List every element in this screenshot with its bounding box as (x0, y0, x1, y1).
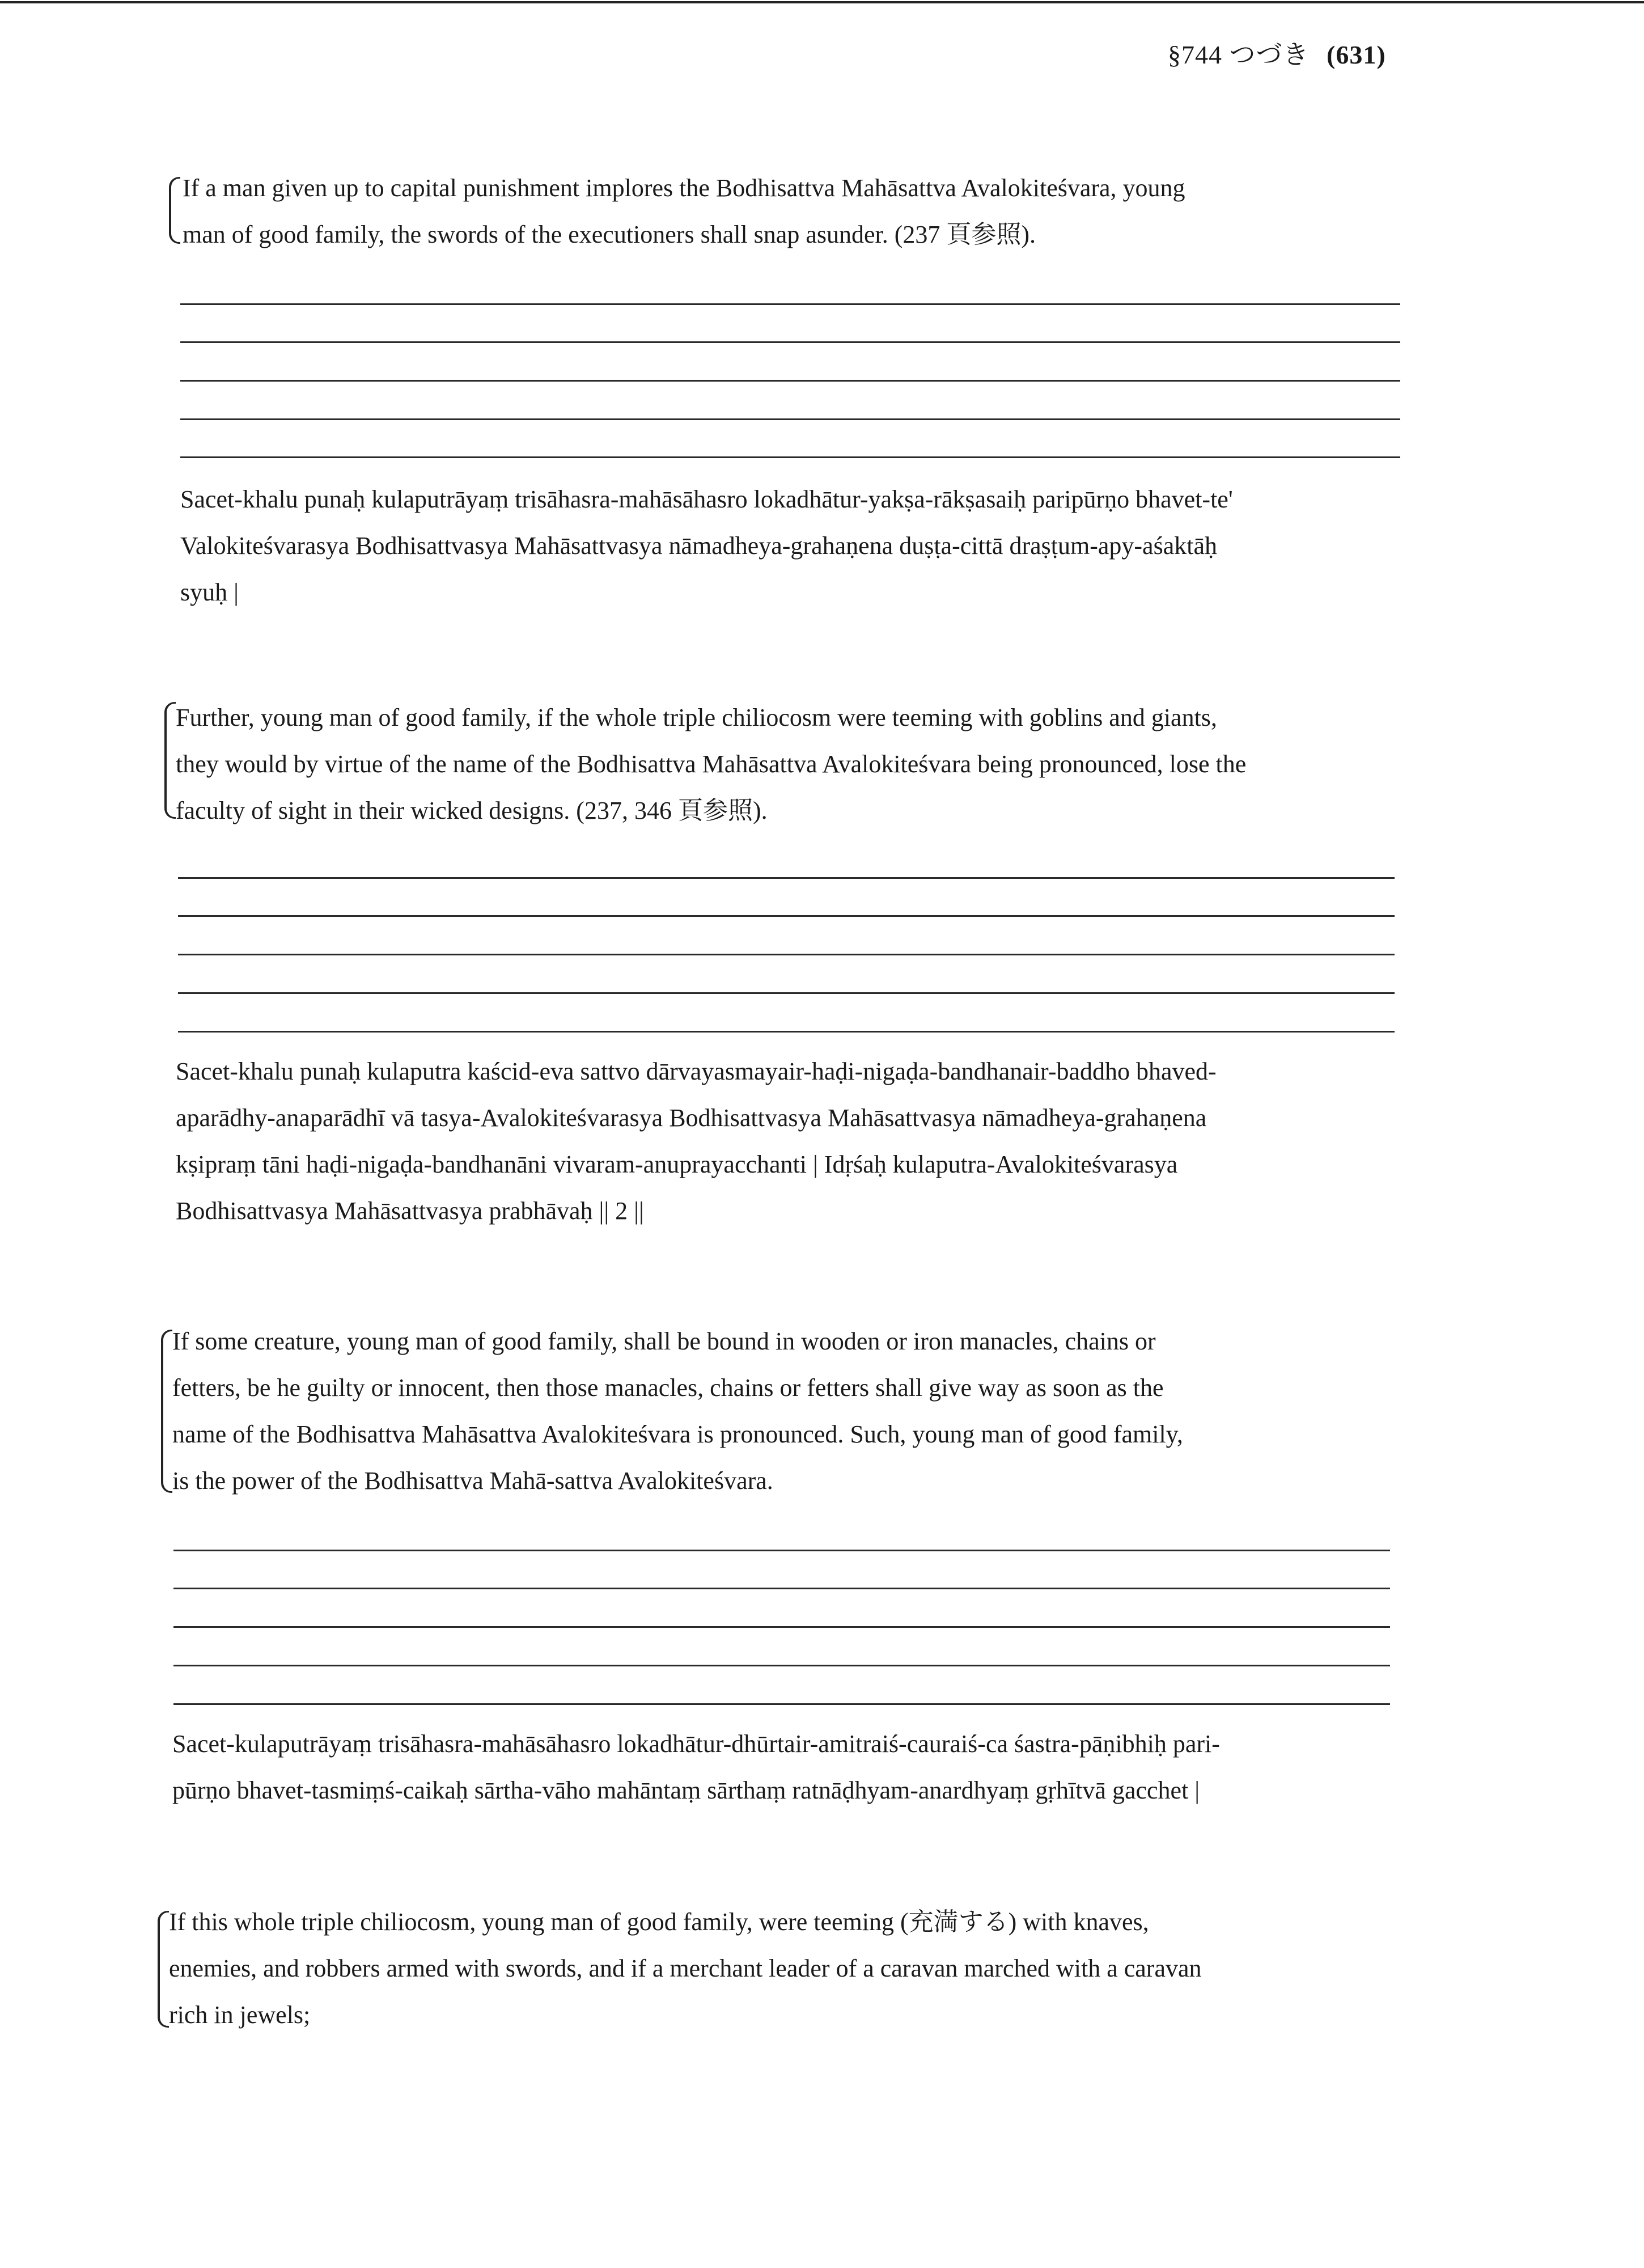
english-line: Further, young man of good family, if the whole triple chiliocosm were teeming with goblins and giants, (176, 704, 1217, 731)
answer-rule (173, 1703, 1390, 1705)
sanskrit-line: pūrṇo bhavet-tasmiṃś-caikaḥ sārtha-vāho mahāntaṃ sārthaṃ ratnāḍhyam-anardhyaṃ gṛhītvā gacchet | (172, 1776, 1200, 1804)
page-header (1168, 34, 1386, 71)
sanskrit-line: Valokiteśvarasya Bodhisattvasya Mahāsattvasya nāmadheya-grahaṇena duṣṭa-cittā draṣṭum-apy-aśaktāḥ (180, 532, 1217, 560)
sanskrit-line: aparādhy-anaparādhī vā tasya-Avalokiteśvarasya Bodhisattvasya Mahāsattvasya nāmadheya-grahaṇena (176, 1104, 1207, 1132)
bracket-2 (164, 702, 176, 819)
sanskrit-line: Sacet-kulaputrāyaṃ trisāhasra-mahāsāhasro lokadhātur-dhūrtair-amitraiś-cauraiś-ca śastra-pāṇibhiḥ pari- (172, 1730, 1220, 1758)
answer-rule (178, 915, 1395, 917)
bracket-3 (161, 1330, 172, 1493)
bracket-1 (169, 177, 180, 244)
answer-rule (178, 954, 1395, 955)
english-line: is the power of the Bodhisattva Mahā-sattva Avalokiteśvara. (172, 1467, 773, 1495)
english-line: faculty of sight in their wicked designs. (237, 346 頁参照). (176, 797, 768, 824)
answer-rule (178, 1031, 1395, 1033)
bracket-4 (158, 1911, 169, 2028)
english-line: name of the Bodhisattva Mahāsattva Avalokiteśvara is pronounced. Such, young man of good family, (172, 1420, 1183, 1448)
answer-rule (178, 877, 1395, 879)
answer-rule (180, 456, 1400, 458)
page-number: (631) (1327, 40, 1386, 69)
answer-rule (180, 303, 1400, 305)
english-line: If a man given up to capital punishment implores the Bodhisattva Mahāsattva Avalokiteśvara, young (183, 174, 1185, 202)
sanskrit-line: kṣipraṃ tāni haḍi-nigaḍa-bandhanāni vivaram-anuprayacchanti | Idṛśaḥ kulaputra-Avalokiteśvarasya (176, 1150, 1178, 1178)
english-line: fetters, be he guilty or innocent, then those manacles, chains or fetters shall give way as soon as the (172, 1374, 1164, 1402)
english-line: If some creature, young man of good family, shall be bound in wooden or iron manacles, chains or (172, 1327, 1156, 1355)
answer-rule (180, 418, 1400, 420)
section-reference: §744 つづき (1168, 40, 1310, 69)
english-line: they would by virtue of the name of the Bodhisattva Mahāsattva Avalokiteśvara being pronounced, lose the (176, 750, 1247, 778)
english-line: man of good family, the swords of the executioners shall snap asunder. (237 頁参照). (183, 221, 1036, 248)
english-line: rich in jewels; (169, 2001, 311, 2029)
sanskrit-line: Sacet-khalu punaḥ kulaputra kaścid-eva sattvo dārvayasmayair-haḍi-nigaḍa-bandhanair-baddho bhaved- (176, 1057, 1217, 1085)
sanskrit-line: Bodhisattvasya Mahāsattvasya prabhāvaḥ || 2 || (176, 1197, 644, 1225)
answer-rule (180, 341, 1400, 343)
sanskrit-line: Sacet-khalu punaḥ kulaputrāyaṃ trisāhasra-mahāsāhasro lokadhātur-yakṣa-rākṣasaiḥ paripūrṇo bhavet-te' (180, 485, 1233, 513)
sanskrit-line: syuḥ | (180, 578, 239, 606)
english-line: If this whole triple chiliocosm, young man of good family, were teeming (充満する) with knaves, (169, 1908, 1149, 1936)
answer-rule (180, 380, 1400, 382)
answer-rule (173, 1550, 1390, 1551)
answer-rule (173, 1665, 1390, 1666)
answer-rule (173, 1588, 1390, 1589)
answer-rule (173, 1626, 1390, 1628)
answer-rule (178, 992, 1395, 994)
top-border-rule (0, 1, 1644, 3)
english-line: enemies, and robbers armed with swords, and if a merchant leader of a caravan marched with a caravan (169, 1954, 1202, 1982)
